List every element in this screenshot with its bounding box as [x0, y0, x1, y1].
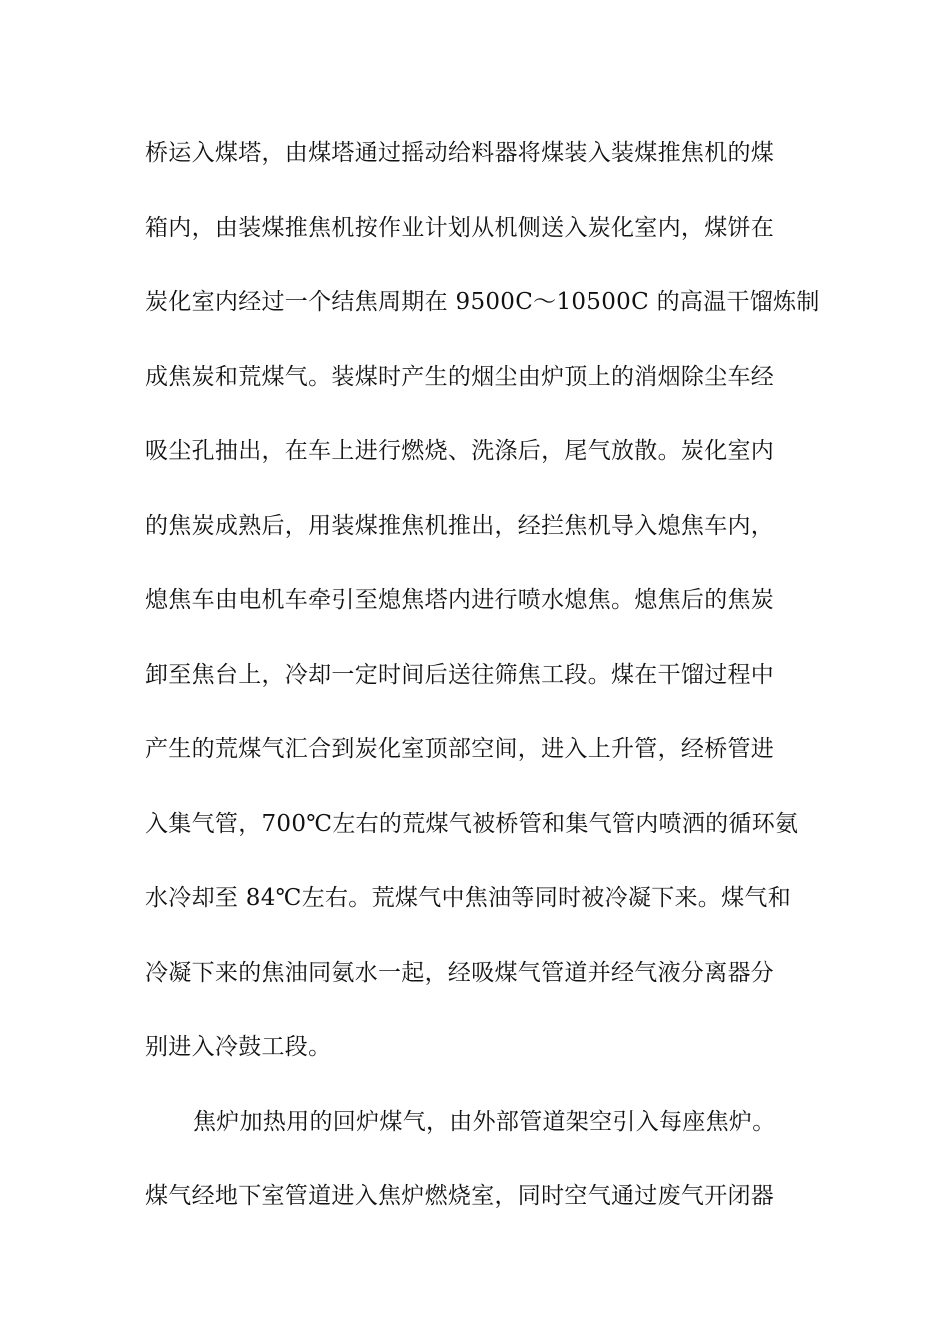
text-line: 别进入冷鼓工段。 — [145, 1034, 332, 1060]
text-line: 的焦炭成熟后，用装煤推焦机推出，经拦焦机导入熄焦车内， — [145, 512, 775, 539]
text-line: 桥运入煤塔，由煤塔通过摇动给料器将煤装入装煤推焦机的煤 — [145, 140, 775, 166]
text-line: 水冷却至 84℃左右。荒煤气中焦油等同时被冷凝下来。煤气和 — [145, 885, 792, 911]
paragraph-start-line: 焦炉加热用的回炉煤气，由外部管道架空引入每座焦炉。 — [193, 1108, 776, 1135]
text-line: 入集气管，700℃左右的荒煤气被桥管和集气管内喷洒的循环氨 — [145, 810, 799, 837]
text-line: 成焦炭和荒煤气。装煤时产生的烟尘由炉顶上的消烟除尘车经 — [145, 363, 775, 390]
text-line: 产生的荒煤气汇合到炭化室顶部空间，进入上升管，经桥管进 — [145, 736, 775, 762]
text-line: 冷凝下来的焦油同氨水一起，经吸煤气管道并经气液分离器分 — [145, 959, 775, 986]
text-line: 煤气经地下室管道进入焦炉燃烧室，同时空气通过废气开闭器 — [145, 1183, 775, 1209]
text-line: 吸尘孔抽出，在车上进行燃烧、洗涤后，尾气放散。炭化室内 — [145, 438, 775, 464]
text-line: 熄焦车由电机车牵引至熄焦塔内进行喷水熄焦。熄焦后的焦炭 — [145, 587, 775, 613]
text-line: 卸至焦台上，冷却一定时间后送往筛焦工段。煤在干馏过程中 — [145, 661, 775, 688]
body-text — [145, 133, 820, 1251]
text-line: 箱内，由装煤推焦机按作业计划从机侧送入炭化室内，煤饼在 — [145, 214, 775, 241]
text-line: 炭化室内经过一个结焦周期在 9500C～10500C 的高温干馏炼制 — [145, 289, 820, 315]
